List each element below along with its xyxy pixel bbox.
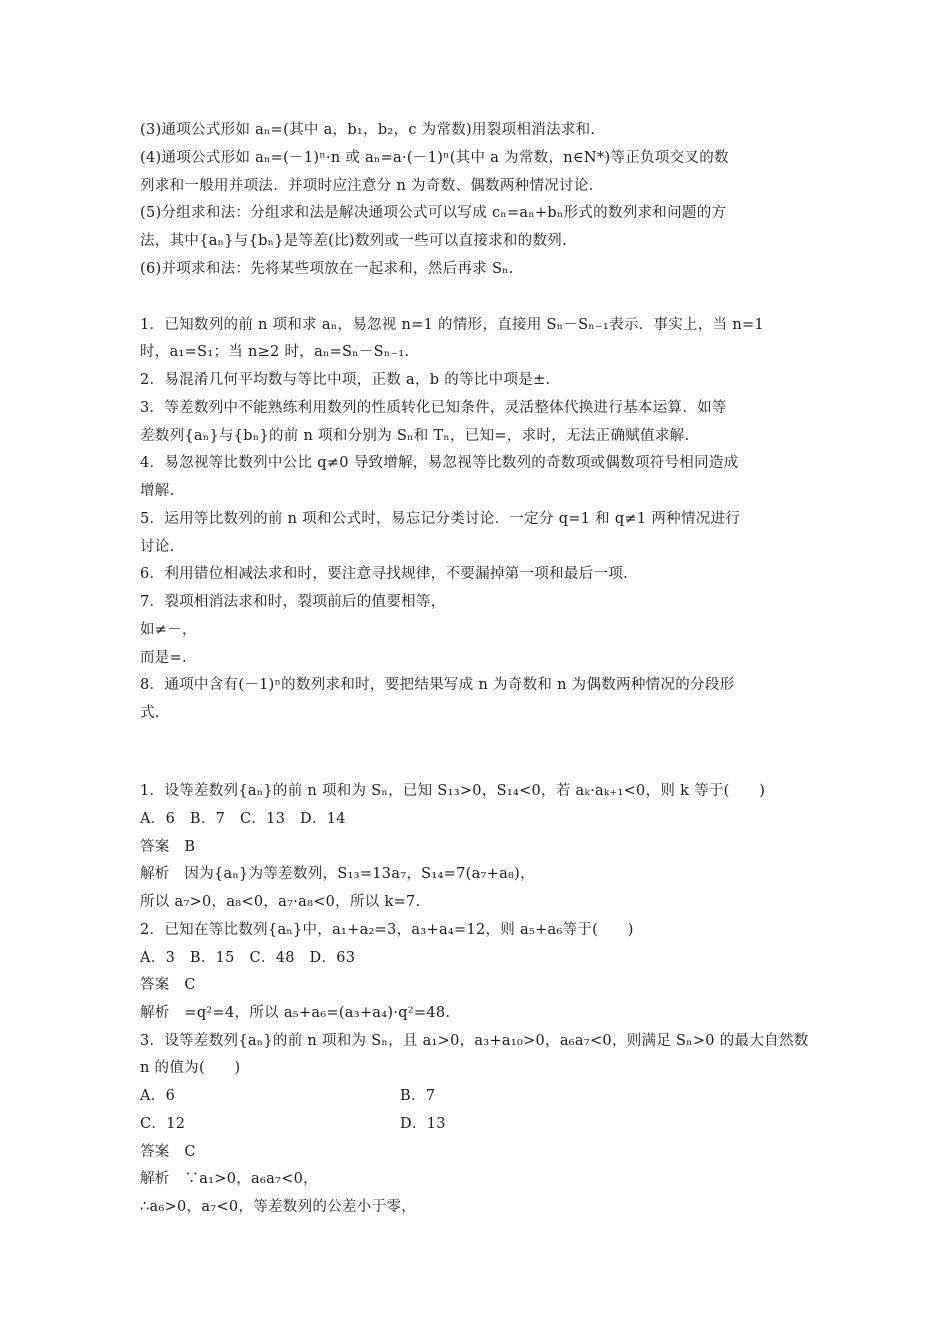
problem-3-analysis: 解析 ∵a₁>0，a₆a₇<0， <box>140 1171 318 1187</box>
problem-3-question: 3．设等差数列{aₙ}的前 n 项和为 Sₙ，且 a₁>0，a₃+a₁₀>0，a₆a₇<0，则满足 Sₙ>0 的最大自然数 <box>140 1033 809 1049</box>
pitfall-line: 6．利用错位相减法求和时，要注意寻找规律，不要漏掉第一项和最后一项. <box>140 566 629 582</box>
problem-3-option-c: C．12 <box>140 1116 186 1132</box>
problem-2-answer: 答案 C <box>140 977 196 993</box>
pitfall-line: 1．已知数列的前 n 项和求 aₙ，易忽视 n=1 的情形，直接用 Sₙ－Sₙ₋₁表示．事实上，当 n=1 <box>140 317 764 333</box>
pitfall-line: 3．等差数列中不能熟练利用数列的性质转化已知条件，灵活整体代换进行基本运算．如等 <box>140 400 727 416</box>
method-line: (6)并项求和法：先将某些项放在一起求和，然后再求 Sₙ. <box>140 261 514 277</box>
pitfall-line: 式. <box>140 705 160 721</box>
pitfall-line: 如≠－， <box>140 622 197 638</box>
pitfall-line: 5．运用等比数列的前 n 项和公式时，易忘记分类讨论．一定分 q=1 和 q≠1 两种情况进行 <box>140 511 741 527</box>
problem-3-analysis: ∴a₆>0，a₇<0，等差数列的公差小于零， <box>140 1199 416 1215</box>
problem-1-analysis: 解析 因为{aₙ}为等差数列，S₁₃=13a₇，S₁₄=7(a₇+a₈)， <box>140 866 535 882</box>
pitfall-line: 而是=. <box>140 650 187 666</box>
problem-1-options: A．6 B．7 C．13 D．14 <box>140 811 346 827</box>
method-line: (3)通项公式形如 aₙ=(其中 a，b₁，b₂，c 为常数)用裂项相消法求和. <box>140 122 596 138</box>
method-line: 列求和一般用并项法．并项时应注意分 n 为奇数、偶数两种情况讨论. <box>140 178 594 194</box>
pitfall-line: 8．通项中含有(－1)ⁿ的数列求和时，要把结果写成 n 为奇数和 n 为偶数两种情况的分段形 <box>140 677 735 693</box>
problem-1-question: 1．设等差数列{aₙ}的前 n 项和为 Sₙ，已知 S₁₃>0，S₁₄<0，若 aₖ·aₖ₊₁<0，则 k 等于( ) <box>140 783 766 799</box>
method-line: (4)通项公式形如 aₙ=(－1)ⁿ·n 或 aₙ=a·(－1)ⁿ(其中 a 为常数，n∈N*)等正负项交叉的数 <box>140 150 729 166</box>
problem-3-question: n 的值为( ) <box>140 1060 241 1076</box>
pitfall-line: 讨论. <box>140 539 175 555</box>
problem-3-answer: 答案 C <box>140 1144 196 1160</box>
pitfall-line: 时，a₁=S₁；当 n≥2 时，aₙ=Sₙ－Sₙ₋₁. <box>140 344 410 360</box>
problem-1-analysis: 所以 a₇>0，a₈<0，a₇·a₈<0，所以 k=7. <box>140 894 421 910</box>
pitfall-line: 2．易混淆几何平均数与等比中项，正数 a，b 的等比中项是±. <box>140 372 551 388</box>
pitfall-line: 7．裂项相消法求和时，裂项前后的值要相等， <box>140 594 446 610</box>
pitfall-line: 差数列{aₙ}与{bₙ}的前 n 项和分别为 Sₙ和 Tₙ，已知=，求时，无法正确赋值求解. <box>140 428 690 444</box>
method-line: 法，其中{aₙ}与{bₙ}是等差(比)数列或一些可以直接求和的数列. <box>140 233 567 249</box>
problem-2-options: A．3 B．15 C．48 D．63 <box>140 950 356 966</box>
problem-3-option-a: A．6 <box>140 1088 176 1104</box>
problem-3-option-d: D．13 <box>400 1116 446 1132</box>
problem-2-question: 2．已知在等比数列{aₙ}中，a₁+a₂=3，a₃+a₄=12，则 a₅+a₆等于( ) <box>140 922 634 938</box>
problem-1-answer: 答案 B <box>140 839 196 855</box>
pitfall-line: 增解. <box>140 483 175 499</box>
problem-3-option-b: B．7 <box>400 1088 436 1104</box>
pitfall-line: 4．易忽视等比数列中公比 q≠0 导致增解，易忽视等比数列的奇数项或偶数项符号相同造成 <box>140 455 739 471</box>
method-line: (5)分组求和法：分组求和法是解决通项公式可以写成 cₙ=aₙ+bₙ形式的数列求和问题的方 <box>140 205 727 221</box>
problem-2-analysis: 解析 =q²=4，所以 a₅+a₆=(a₃+a₄)·q²=48. <box>140 1005 451 1021</box>
